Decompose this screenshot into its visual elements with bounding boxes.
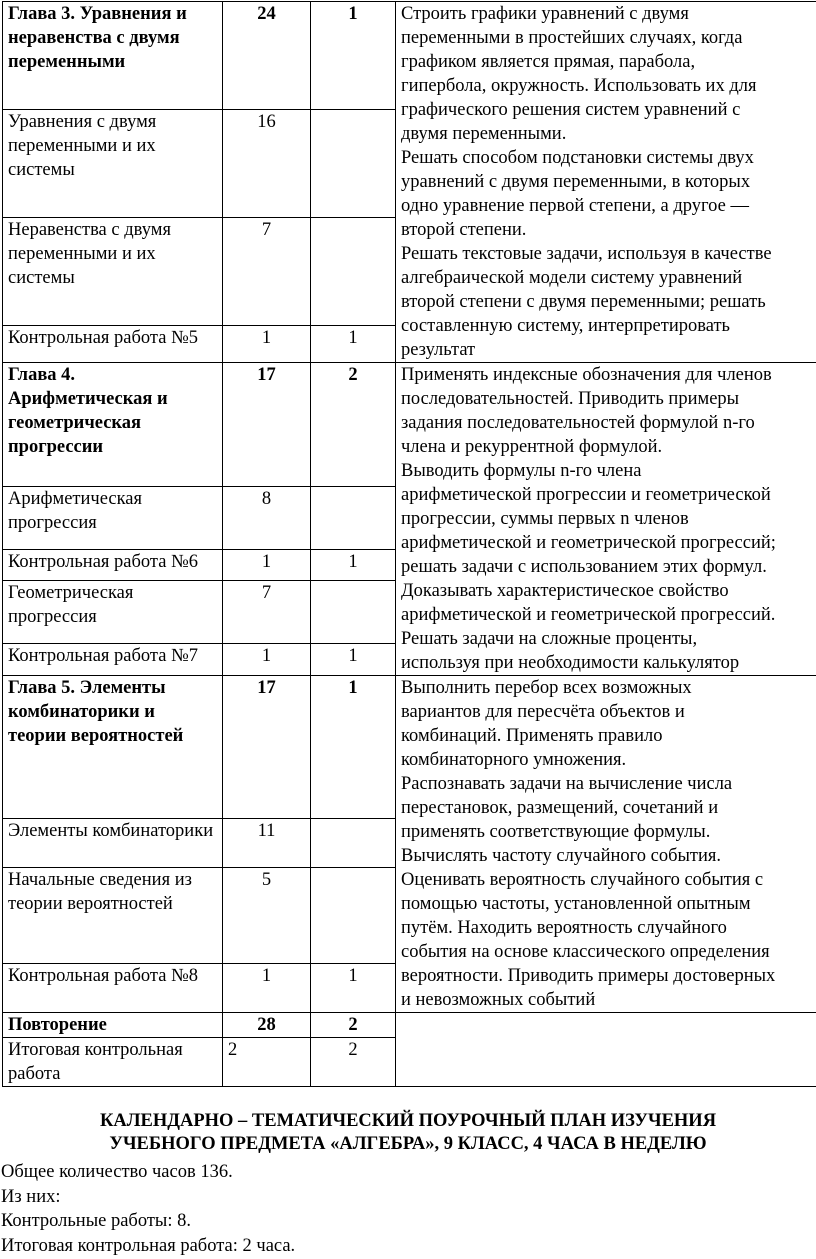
topic-cell: Повторение [3, 1013, 223, 1038]
description-line: графиком является прямая, парабола, [401, 52, 696, 72]
hours-cell: 11 [223, 819, 311, 868]
summary-tests: Контрольные работы: 8. [1, 1211, 192, 1231]
description-line: применять соответствующие формулы. [401, 822, 711, 842]
description-line: последовательностей. Приводить примеры [401, 389, 740, 409]
topic-cell: Геометрическая прогрессия [3, 581, 223, 644]
description-line: вероятности. Приводить примеры достоверных [401, 966, 776, 986]
description-line: Оценивать вероятность случайного события с [401, 870, 764, 890]
activity-description-cell [396, 1013, 816, 1087]
description-line: Решать текстовые задачи, используя в качестве [401, 244, 772, 264]
tests-cell: 1 [311, 963, 396, 1012]
description-line: перестановок, размещений, сочетаний и [401, 798, 719, 818]
topic-cell: Глава 5. Элементы комбинаторики и теории вероятностей [3, 676, 223, 819]
hours-cell: 16 [223, 110, 311, 218]
topic-cell: Контрольная работа №7 [3, 644, 223, 676]
tests-cell [311, 581, 396, 644]
chapter-row [3, 676, 816, 819]
tests-cell: 2 [311, 1038, 396, 1087]
tests-cell: 2 [311, 363, 396, 487]
description-line: Применять индексные обозначения для членов [401, 365, 772, 385]
hours-summary [1, 1160, 295, 1258]
tests-cell [311, 867, 396, 963]
heading-line-1: КАЛЕНДАРНО – ТЕМАТИЧЕСКИЙ ПОУРОЧНЫЙ ПЛАН ИЗУЧЕНИЯ [99, 1111, 717, 1131]
description-line: Распознавать задачи на вычисление числа [401, 774, 733, 794]
description-line: Выводить формулы n-го члена [401, 461, 642, 481]
hours-cell: 1 [223, 326, 311, 363]
lesson-plan-table [2, 1, 816, 1087]
chapter-row [3, 1013, 816, 1038]
heading-line-2: УЧЕБНОГО ПРЕДМЕТА «АЛГЕБРА», 9 КЛАСС, 4 ЧАСА В НЕДЕЛЮ [109, 1134, 707, 1154]
description-line: и невозможных событий [401, 990, 596, 1010]
summary-total-hours: Общее количество часов 136. [1, 1162, 233, 1182]
activity-description-cell [396, 676, 816, 1013]
hours-cell: 17 [223, 676, 311, 819]
description-line: Выполнить перебор всех возможных [401, 678, 692, 698]
description-line: арифметической и геометрической прогрессий. [401, 605, 776, 625]
hours-cell: 1 [223, 963, 311, 1012]
activity-description-cell [396, 2, 816, 363]
description-line: уравнений с двумя переменными, в которых [401, 172, 751, 192]
topic-cell: Арифметическая прогрессия [3, 486, 223, 549]
activity-description-cell [396, 363, 816, 676]
topic-cell: Контрольная работа №5 [3, 326, 223, 363]
summary-final-test: Итоговая контрольная работа: 2 часа. [1, 1235, 296, 1256]
description-line: события на основе классического определения [401, 942, 770, 962]
chapter-row [3, 363, 816, 487]
hours-cell: 8 [223, 486, 311, 549]
topic-cell: Неравенства с двумя переменными и их системы [3, 218, 223, 326]
tests-cell: 1 [311, 326, 396, 363]
topic-cell: Итоговая контрольная работа [3, 1038, 223, 1087]
summary-of-them: Из них: [1, 1186, 61, 1207]
description-line: члена и рекуррентной формулой. [401, 437, 663, 457]
description-line: графического решения систем уравнений с [401, 100, 741, 120]
description-line: помощью частоты, установленной опытным [401, 894, 751, 914]
description-line: второй степени. [401, 220, 527, 240]
calendar-plan-heading [0, 1110, 816, 1156]
hours-cell: 1 [223, 644, 311, 676]
topic-cell: Элементы комбинаторики [3, 819, 223, 868]
description-line: одно уравнение первой степени, а другое — [401, 196, 749, 216]
topic-cell: Глава 3. Уравнения и неравенства с двумя переменными [3, 2, 223, 110]
hours-cell: 28 [223, 1013, 311, 1038]
topic-cell: Уравнения с двумя переменными и их системы [3, 110, 223, 218]
tests-cell: 1 [311, 549, 396, 581]
topic-cell: Начальные сведения из теории вероятностей [3, 867, 223, 963]
description-line: Строить графики уравнений с двумя [401, 4, 689, 24]
description-line: алгебраической модели систему уравнений [401, 268, 743, 288]
tests-cell: 1 [311, 644, 396, 676]
description-line: вариантов для пересчёта объектов и [401, 702, 685, 722]
description-line: Вычислять частоту случайного события. [401, 846, 722, 866]
description-line: двумя переменными. [401, 124, 567, 144]
tests-cell: 2 [311, 1013, 396, 1038]
description-line: второй степени с двумя переменными; решать [401, 292, 766, 312]
description-line: арифметической прогрессии и геометрической [401, 485, 771, 505]
description-line: задания последовательностей формулой n-го [401, 413, 755, 433]
description-line: прогрессии, суммы первых n членов [401, 509, 689, 529]
hours-cell: 5 [223, 867, 311, 963]
hours-cell: 7 [223, 218, 311, 326]
tests-cell [311, 110, 396, 218]
topic-cell: Глава 4. Арифметическая и геометрическая прогрессии [3, 363, 223, 487]
description-line: комбинаторного умножения. [401, 750, 627, 770]
tests-cell [311, 486, 396, 549]
topic-cell: Контрольная работа №8 [3, 963, 223, 1012]
description-line: составленную систему, интерпретировать [401, 316, 730, 336]
description-line: комбинаций. Применять правило [401, 726, 663, 746]
description-line: Решать задачи на сложные проценты, [401, 629, 698, 649]
description-line: путём. Находить вероятность случайного [401, 918, 727, 938]
description-line: используя при необходимости калькулятор [401, 653, 740, 673]
hours-cell: 1 [223, 549, 311, 581]
description-line: Решать способом подстановки системы двух [401, 148, 754, 168]
hours-cell: 24 [223, 2, 311, 110]
description-line: переменными в простейших случаях, когда [401, 28, 743, 48]
description-line: решать задачи с использованием этих формул. [401, 557, 767, 577]
topic-cell: Контрольная работа №6 [3, 549, 223, 581]
tests-cell: 1 [311, 2, 396, 110]
description-line: гипербола, окружность. Использовать их для [401, 76, 757, 96]
description-line: Доказывать характеристическое свойство [401, 581, 729, 601]
hours-cell: 17 [223, 363, 311, 487]
chapter-row [3, 2, 816, 110]
tests-cell [311, 819, 396, 868]
hours-cell: 2 [223, 1038, 311, 1087]
description-line: арифметической и геометрической прогрессий; [401, 533, 776, 553]
hours-cell: 7 [223, 581, 311, 644]
tests-cell: 1 [311, 676, 396, 819]
description-line: результат [401, 340, 476, 360]
tests-cell [311, 218, 396, 326]
